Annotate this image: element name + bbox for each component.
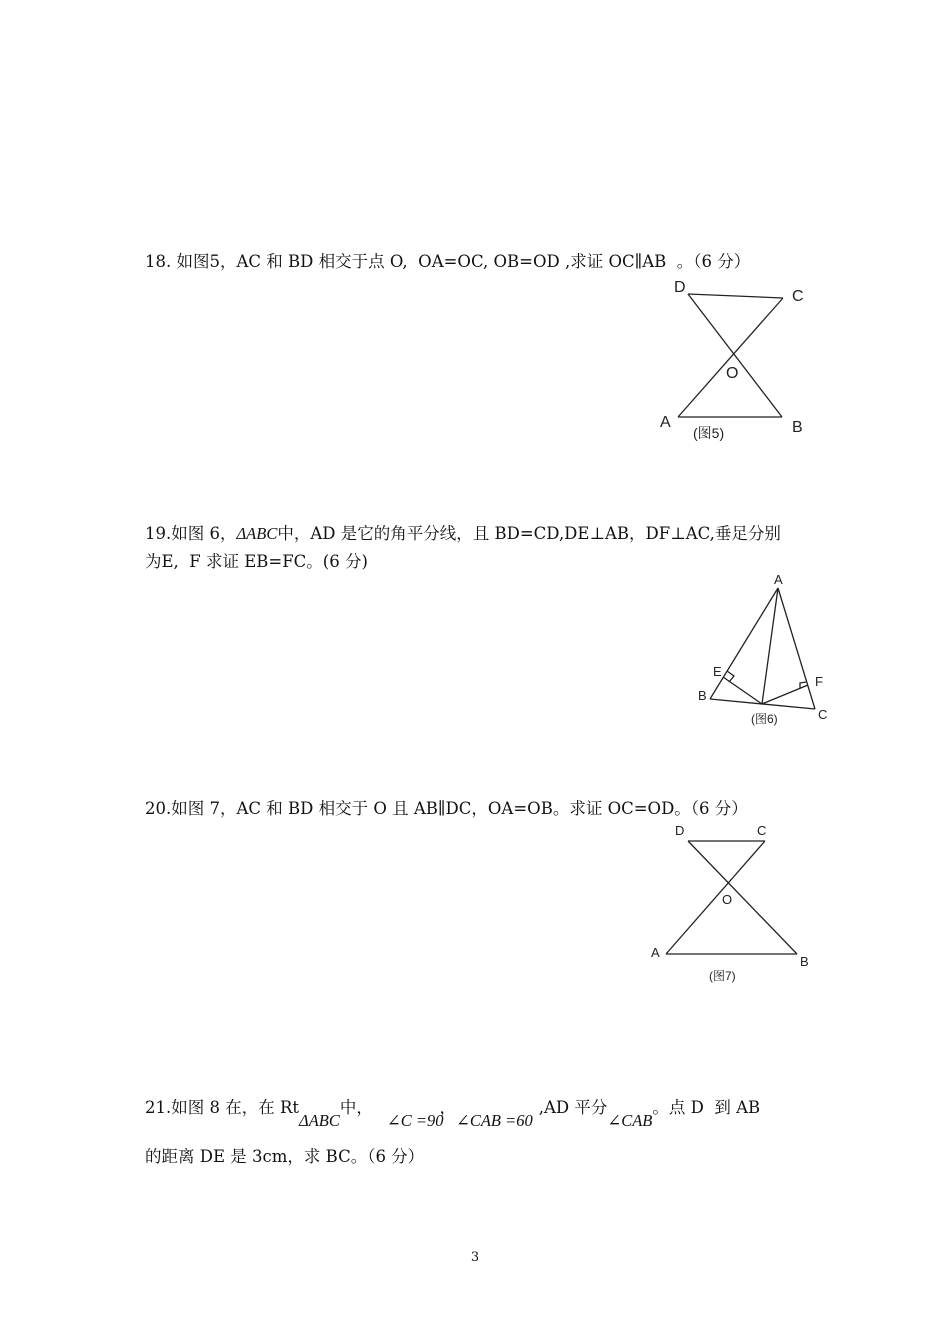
question-21-text-c: ,AD 平分	[538, 1098, 608, 1117]
figure-6-caption: (图6)	[751, 712, 778, 726]
question-21-text-a: 如图 8 在，在 Rt	[171, 1098, 300, 1117]
segment-de	[723, 677, 762, 704]
question-19-triangle-abc: ΔABC	[236, 524, 278, 543]
question-19-line-2	[145, 546, 368, 578]
question-19-number: 19.	[145, 524, 172, 543]
label-d: D	[675, 823, 685, 838]
segment-df	[762, 685, 808, 704]
question-19-text-a: 如图 6，	[171, 524, 237, 543]
label-e: E	[713, 664, 722, 679]
question-21-angle-cab: ∠CAB =60	[456, 1111, 533, 1130]
label-c: C	[792, 288, 804, 305]
question-19-text-b: 中，AD 是它的角平分线，且 BD=CD,DE⊥AB，DF⊥AC,垂足分别	[277, 524, 781, 543]
segment-ac	[778, 588, 815, 709]
label-c: C	[757, 823, 767, 838]
label-b: B	[800, 954, 809, 969]
question-21-triangle-abc: ΔABC	[299, 1111, 340, 1130]
label-c: C	[818, 707, 828, 722]
figure-7-caption: (图7)	[709, 969, 736, 983]
question-21-text-b: 中，	[339, 1098, 373, 1117]
segment-ca	[678, 298, 783, 417]
segment-dc	[688, 294, 783, 298]
question-18-number: 18.	[145, 252, 172, 271]
figure-5-caption: (图5)	[693, 425, 725, 441]
question-21-text-d: 。点 D 到 AB	[652, 1098, 761, 1117]
label-f: F	[815, 674, 823, 689]
segment-ab	[710, 588, 778, 699]
label-a: A	[651, 945, 660, 960]
question-18-text: 如图5，AC 和 BD 相交于点 O, OA=OC, OB=OD ,求证 OC∥AB 。（6 分）	[176, 252, 751, 271]
question-20-number: 20.	[145, 799, 172, 818]
label-o: O	[722, 892, 733, 907]
segment-ad	[762, 588, 778, 704]
question-20-text: 如图 7，AC 和 BD 相交于 O 且 AB∥DC，OA=OB。求证 OC=OD。（6 分）	[171, 799, 748, 818]
page-number: 3	[470, 1250, 480, 1265]
label-a: A	[660, 414, 671, 431]
question-21-number: 21.	[145, 1098, 172, 1117]
question-19-text-c: 为E, F 求证 EB=FC。(6 分)	[145, 552, 368, 571]
label-b: B	[792, 419, 803, 436]
segment-ca	[666, 841, 765, 954]
label-b: B	[698, 688, 707, 703]
question-21	[145, 1092, 761, 1130]
segment-db	[688, 294, 782, 417]
segment-db	[688, 841, 797, 954]
label-a: A	[774, 572, 783, 587]
figure-6	[690, 570, 840, 735]
question-21-angle-cab-2: ∠CAB	[607, 1111, 653, 1130]
question-21-text-e: 的距离 DE 是 3cm，求 BC。（6 分）	[145, 1147, 425, 1166]
label-d: D	[674, 279, 686, 296]
question-21-line-2	[145, 1141, 424, 1173]
question-21-angle-c: ∠C =90	[386, 1111, 444, 1130]
figure-7	[645, 818, 820, 988]
figure-5	[650, 272, 820, 452]
label-o: O	[726, 365, 739, 382]
question-21-comma: ，	[439, 1098, 456, 1117]
